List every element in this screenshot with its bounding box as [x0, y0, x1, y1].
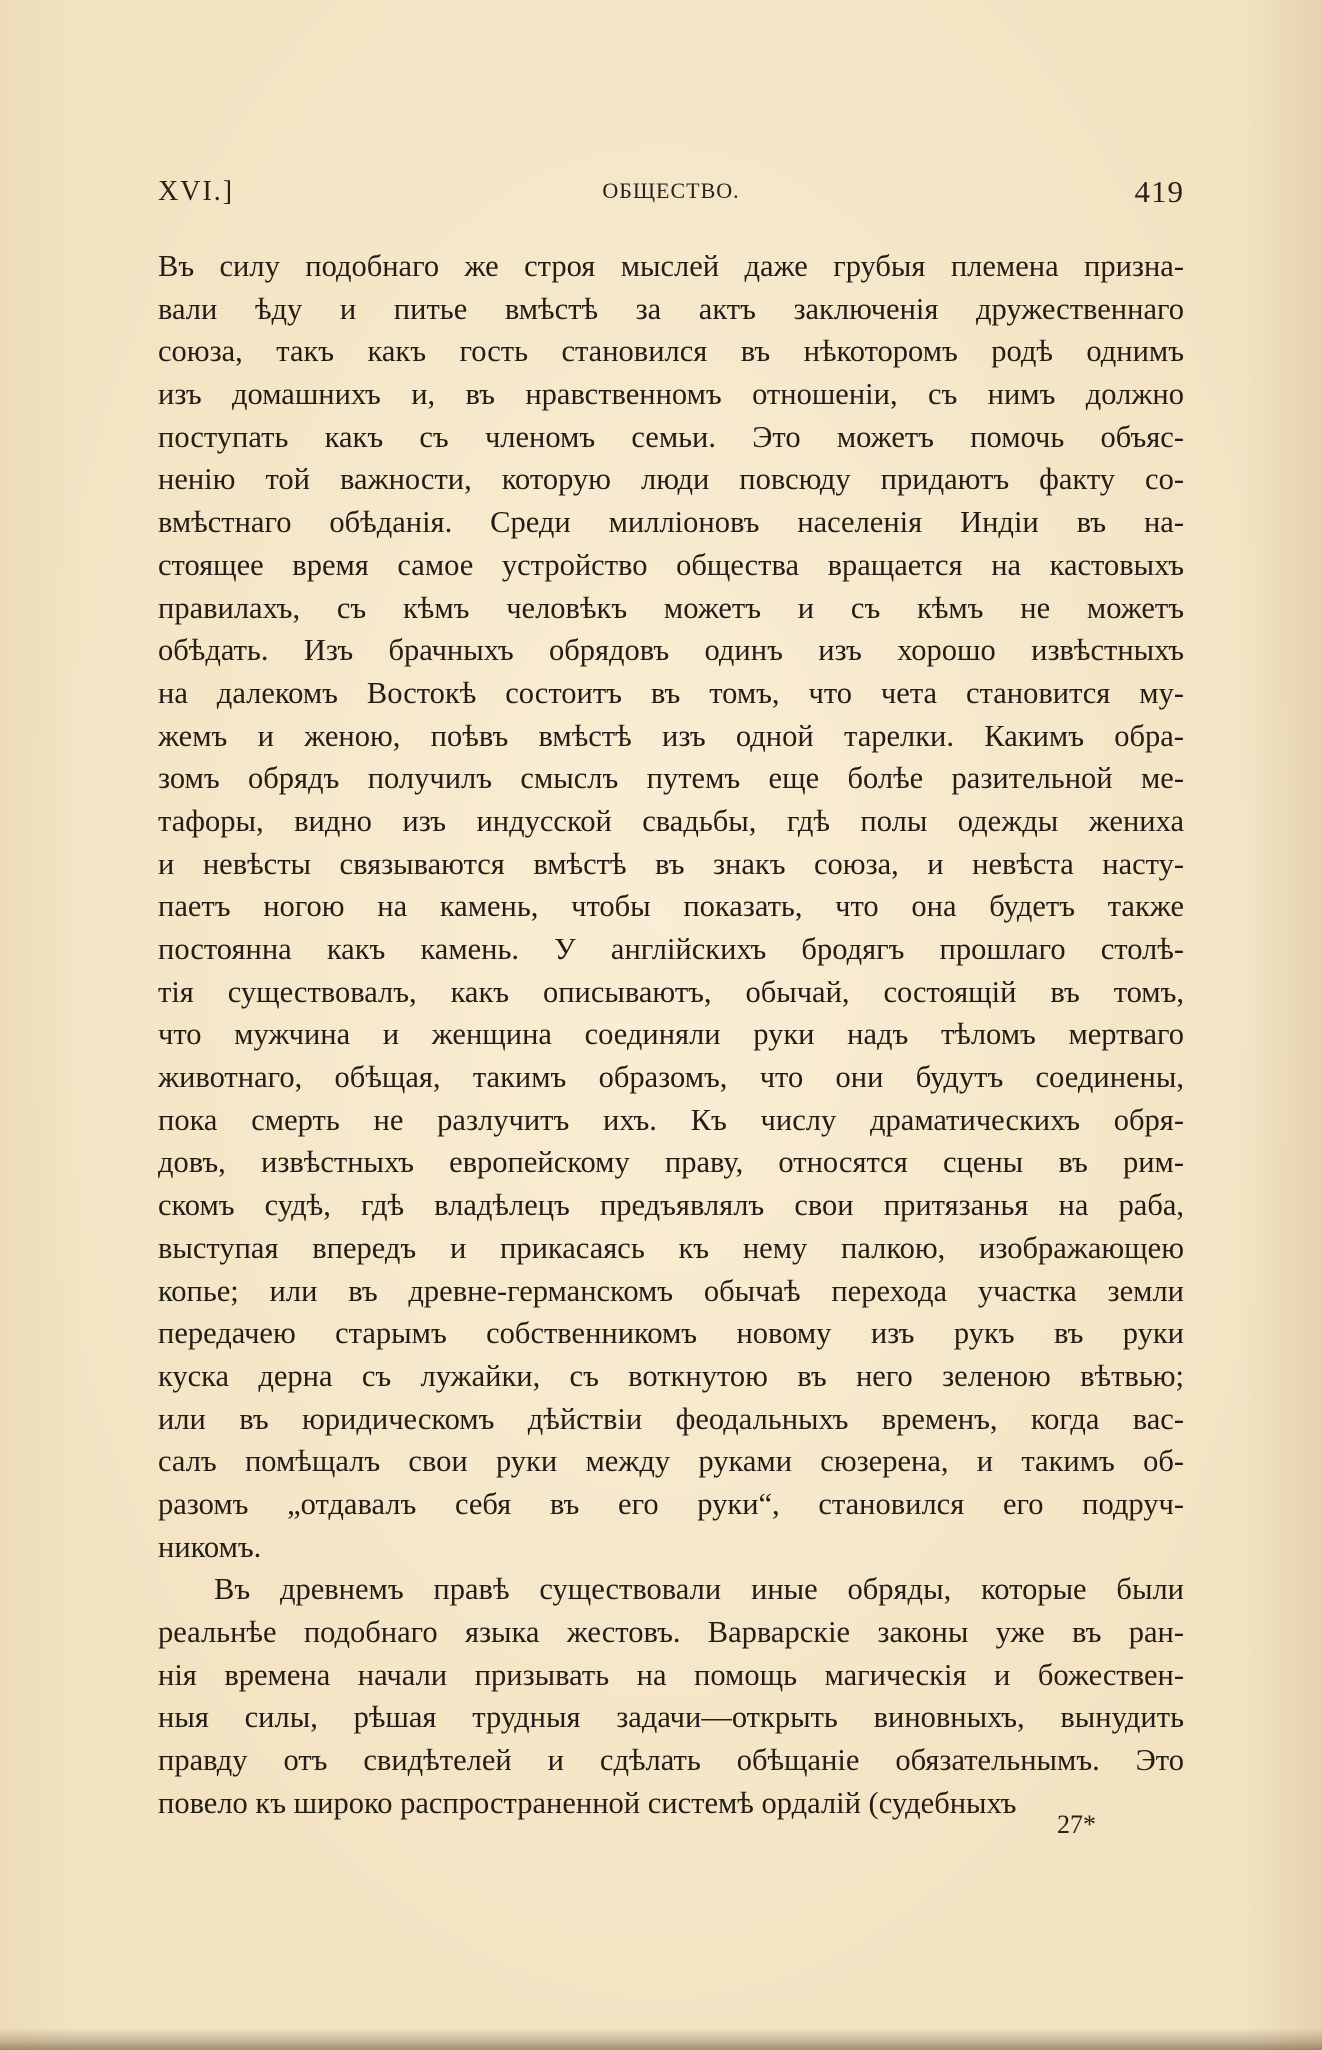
text-line: зомъ обрядъ получилъ смыслъ путемъ еще болѣе разительной ме- [158, 761, 1184, 796]
text-line: повело къ широко распространенной системѣ ордалій (судебныхъ [158, 1785, 1017, 1820]
text-line: разомъ „отдавалъ себя въ его руки“, становился его подруч- [158, 1486, 1184, 1521]
text-line: животнаго, обѣщая, такимъ образомъ, что они будутъ соединены, [158, 1060, 1184, 1095]
printer-signature-mark: 27* [1057, 1810, 1096, 1839]
text-line: пока смерть не разлучитъ ихъ. Къ числу драматическихъ обря- [158, 1102, 1184, 1137]
text-line: на далекомъ Востокѣ состоитъ въ томъ, что чета становится му- [158, 675, 1184, 710]
text-line: и невѣсты связываются вмѣстѣ въ знакъ союза, и невѣста насту- [158, 846, 1184, 881]
page-number: 419 [1134, 174, 1184, 209]
text-line: поступать какъ съ членомъ семьи. Это можетъ помочь объяс- [158, 419, 1184, 454]
text-line: изъ домашнихъ и, въ нравственномъ отношеніи, съ нимъ должно [158, 377, 1184, 412]
text-line: что мужчина и женщина соединяли руки надъ тѣломъ мертваго [158, 1017, 1184, 1052]
text-line: вали ѣду и питье вмѣстѣ за актъ заключенія дружественнаго [158, 291, 1184, 326]
text-line: передачею старымъ собственникомъ новому изъ рукъ въ руки [158, 1316, 1184, 1351]
text-line: ненію той важности, которую люди повсюду придаютъ факту со- [158, 462, 1184, 497]
text-line: довъ, извѣстныхъ европейскому праву, относятся сцены въ рим- [158, 1145, 1184, 1180]
text-line: тафоры, видно изъ индусской свадьбы, гдѣ полы одежды жениха [158, 803, 1184, 838]
text-line: стоящее время самое устройство общества вращается на кастовыхъ [158, 547, 1184, 582]
page-bottom-edge [0, 2028, 1322, 2050]
text-line: копье; или въ древне-германскомъ обычаѣ перехода участка земли [158, 1273, 1184, 1308]
chapter-number: XVI.] [158, 176, 235, 207]
text-line: скомъ судѣ, гдѣ владѣлецъ предъявлялъ свои притязанья на раба, [158, 1188, 1184, 1223]
text-line: вмѣстнаго обѣданія. Среди милліоновъ населенія Индіи въ на- [158, 505, 1184, 540]
text-line: тія существовалъ, какъ описываютъ, обычай, состоящій въ томъ, [158, 974, 1184, 1009]
text-line: обѣдать. Изъ брачныхъ обрядовъ одинъ изъ хорошо извѣстныхъ [158, 633, 1184, 668]
text-line: выступая впередъ и прикасаясь къ нему палкою, изображающею [158, 1230, 1184, 1265]
text-line: союза, такъ какъ гость становился въ нѣкоторомъ родѣ однимъ [158, 334, 1184, 369]
text-line: реальнѣе подобнаго языка жестовъ. Варварскіе законы уже въ ран- [158, 1615, 1184, 1649]
text-line: салъ помѣщалъ свои руки между руками сюзерена, и такимъ об- [158, 1444, 1184, 1479]
text-line: Въ древнемъ правѣ существовали иные обряды, которые были [214, 1572, 1184, 1607]
body-text [158, 245, 1184, 1824]
text-line: ныя силы, рѣшая трудныя задачи—открыть виновныхъ, вынудить [158, 1700, 1184, 1735]
text-line: куска дерна съ лужайки, съ воткнутою въ него зеленою вѣтвью; [158, 1358, 1184, 1393]
text-line: Въ силу подобнаго же строя мыслей даже грубыя племена призна- [158, 249, 1184, 283]
text-line: правилахъ, съ кѣмъ человѣкъ можетъ и съ кѣмъ не можетъ [158, 590, 1184, 625]
running-title: ОБЩЕСТВО. [602, 178, 740, 203]
text-line: нія времена начали призывать на помощь магическія и божествен- [158, 1657, 1184, 1692]
text-line: правду отъ свидѣтелей и сдѣлать обѣщаніе обязательнымъ. Это [158, 1743, 1184, 1778]
text-line: жемъ и женою, поѣвъ вмѣстѣ изъ одной тарелки. Какимъ обра- [158, 718, 1184, 753]
text-line: никомъ. [158, 1529, 262, 1564]
text-line: постоянна какъ камень. У англійскихъ бродягъ прошлаго столѣ- [158, 932, 1184, 966]
text-line: паетъ ногою на камень, чтобы показать, что она будетъ также [158, 889, 1184, 924]
running-head [158, 176, 1184, 220]
text-line: или въ юридическомъ дѣйствіи феодальныхъ временъ, когда вас- [158, 1401, 1184, 1436]
